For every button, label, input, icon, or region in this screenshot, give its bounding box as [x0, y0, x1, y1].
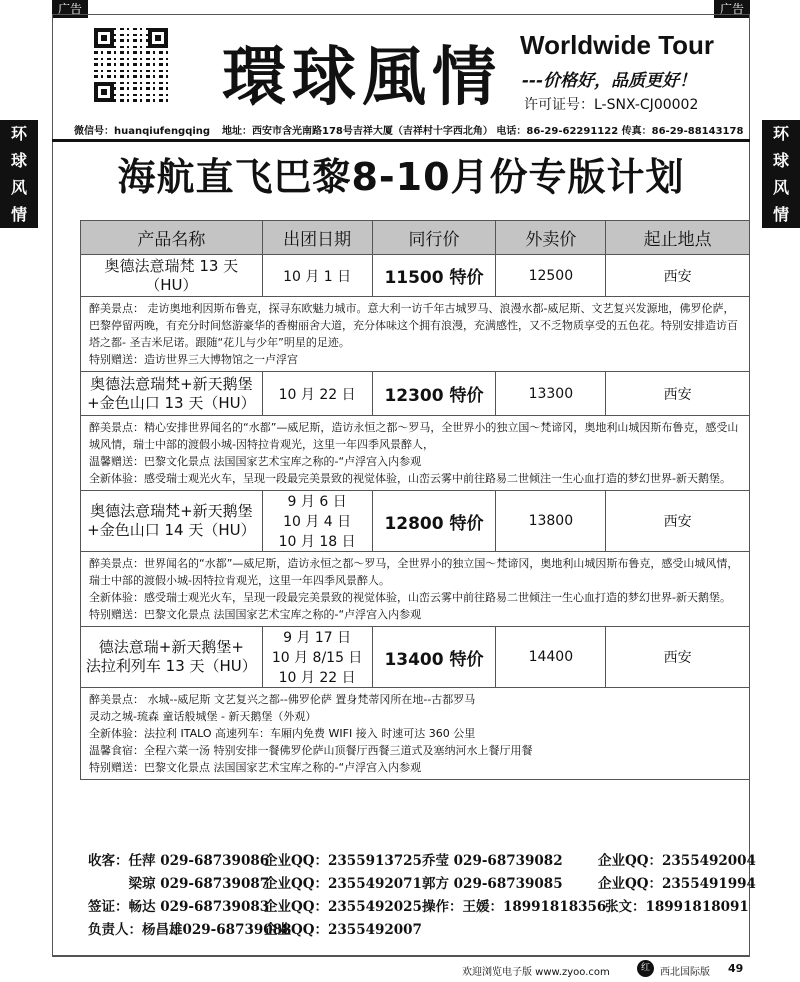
retail-price-text: 13300: [528, 385, 574, 402]
retail-price-text: 14400: [528, 649, 574, 665]
trade-price: [372, 255, 496, 297]
departure-dates-text: 10 月 22 日: [278, 386, 356, 403]
trade-price: [372, 372, 496, 416]
contact-entry: 乔莹 029-68739082: [421, 853, 563, 869]
header: [52, 14, 750, 142]
contact-entry: 企业QQ：2355492071: [264, 876, 422, 892]
detail-line: 温馨赠送：巴黎文化景点 法国国家艺术宝库之称的-“卢浮宫入内参观: [89, 455, 422, 468]
side-char: 情: [10, 205, 27, 224]
contact-entry: 收客：任萍 029-68739086: [88, 853, 270, 869]
product-details-row: [81, 416, 750, 491]
contact-row: [88, 873, 756, 896]
product-row: [81, 491, 750, 552]
product-name-text: 德法意瑞+新天鹅堡+ 法拉利列车 13 天（HU）: [85, 638, 257, 675]
side-char: 风: [772, 178, 789, 197]
edition-label: 西北国际版: [660, 967, 710, 978]
ad-label-left: 广告: [52, 0, 88, 18]
departure-dates: [262, 255, 372, 297]
route-location-text: 西安: [663, 386, 692, 403]
departure-dates: [262, 627, 372, 688]
product-name: [81, 372, 263, 416]
retail-price-text: 12500: [528, 267, 574, 284]
detail-line: 醉美景点： 走访奥地利因斯布鲁克，探寻东欧魅力城市。意大利一访千年古城罗马、浪漫水都-威尼斯、文艺复兴发源地，佛罗伦萨，巴黎停留两晚，有充分时间悠游豪华的香榭丽舍大道，充分体味这个拥有浪漫，充满感性，又不乏物质享受的五色花。特别安排造访百塔之都- 圣吉米尼诺。跟随“花儿与少年”明星的足迹。: [89, 302, 738, 349]
product-name-text: 奥德法意瑞梵+新天鹅堡 +金色山口 13 天（HU）: [87, 374, 256, 412]
route-location: [606, 372, 750, 416]
product-name: [81, 255, 263, 297]
side-char: 环: [10, 124, 27, 143]
retail-price: [496, 372, 606, 416]
side-banner-right: [762, 120, 800, 228]
side-char: 球: [772, 151, 789, 170]
product-details-row: [81, 688, 750, 780]
retail-price: [496, 491, 606, 552]
contact-entry: [424, 919, 602, 942]
product-details: [81, 416, 750, 491]
detail-line: 全新体验：感受瑞士观光火车，呈现一段最完美景致的视觉体验，山峦云雾中前往路易二世倾注一生心血打造的梦幻世界-新天鹅堡。: [89, 472, 731, 485]
side-banner-left: [0, 120, 38, 228]
trade-price-text: 13400 特价: [384, 649, 484, 670]
detail-line: 特别赠送：造访世界三大博物馆之一卢浮宫: [89, 353, 298, 366]
contact-row: [88, 919, 748, 942]
product-name: [81, 491, 263, 552]
col-header: 出团日期: [262, 221, 372, 255]
detail-line: 醉美景点： 水城--威尼斯 文艺复兴之都--佛罗伦萨 置身梵蒂冈所在地--古都罗马: [89, 693, 476, 706]
product-table: [80, 220, 750, 780]
route-location: [606, 255, 750, 297]
brand-english: Worldwide Tour: [520, 30, 715, 60]
contact-entry: 张文：18991818091: [604, 899, 749, 915]
departure-dates: [262, 491, 372, 552]
detail-line: 醉美景点：世界闻名的“水都”—威尼斯，造访永恒之都～罗马，全世界小的独立国～梵谛冈，奥地利山城因斯布鲁克，感受山城风情，瑞士中部的渡假小城-因特拉肯观光，这里一年四季风景醉人。: [89, 557, 739, 587]
product-details: [81, 552, 750, 627]
contact-entry: 企业QQ：2355913725: [264, 853, 422, 869]
trade-price-text: 11500 特价: [384, 268, 484, 288]
license-number: 许可证号：L-SNX-CJ00002: [524, 97, 699, 113]
slogan: ---价格好，品质更好！: [522, 71, 697, 91]
wechat-id: 微信号：huanqiufengqing: [74, 126, 211, 137]
contact-entry: 操作：王媛：18991818356: [421, 899, 607, 915]
route-location: [606, 627, 750, 688]
contacts-block: [88, 850, 756, 942]
red-circle-icon: 红: [637, 960, 654, 977]
side-char: 球: [10, 151, 27, 170]
detail-line: 全新体验：法拉利 ITALO 高速列车：车厢内免费 WIFI 接入 时速可达 360 公里: [89, 727, 476, 740]
retail-price-text: 13800: [528, 513, 574, 529]
product-row: [81, 627, 750, 688]
contact-entry: [602, 919, 748, 942]
trade-price: [372, 627, 496, 688]
departure-dates-text: 9 月 6 日 10 月 4 日 10 月 18 日: [278, 494, 356, 550]
contact-address: 地址：西安市含光南路178号吉祥大厦（吉祥村十字西北角） 电话：86-29-62291122 传真：86-29-88143178: [222, 126, 744, 137]
trade-price-text: 12800 特价: [384, 513, 484, 534]
departure-dates: [262, 372, 372, 416]
product-details: [81, 297, 750, 372]
detail-line: 特别赠送：巴黎文化景点 法国国家艺术宝库之称的-“卢浮宫入内参观: [89, 608, 422, 621]
route-location: [606, 491, 750, 552]
product-name-text: 奥德法意瑞梵+新天鹅堡 +金色山口 14 天（HU）: [87, 502, 256, 539]
contact-entry: 企业QQ：2355492007: [264, 922, 422, 938]
route-location-text: 西安: [663, 268, 692, 285]
qr-code-icon[interactable]: [94, 28, 168, 102]
col-header: 外卖价: [496, 221, 606, 255]
trade-price-text: 12300 特价: [384, 386, 484, 406]
trade-price: [372, 491, 496, 552]
contact-entry: 企业QQ：2355491994: [598, 876, 756, 892]
route-location-text: 西安: [663, 514, 692, 530]
contact-entry: 郭方 029-68739085: [421, 876, 563, 892]
detail-line: 灵动之城-琉森 童话般城堡 - 新天鹅堡（外观）: [89, 710, 317, 723]
brand-logo: 環球風情: [222, 40, 502, 115]
product-name-text: 奥德法意瑞梵 13 天 （HU）: [104, 256, 239, 294]
route-location-text: 西安: [663, 650, 692, 666]
product-row: [81, 255, 750, 297]
retail-price: [496, 255, 606, 297]
side-char: 风: [10, 178, 27, 197]
detail-line: 全新体验：感受瑞士观光火车，呈现一段最完美景致的视觉体验，山峦云雾中前往路易二世倾注一生心血打造的梦幻世界-新天鹅堡。: [89, 591, 731, 604]
contact-entry: 签证：畅达 029-68739083: [88, 899, 270, 915]
product-name: [81, 627, 263, 688]
contact-entry: 负责人：杨昌雄029-68739088: [88, 922, 292, 938]
product-details: [81, 688, 750, 780]
contact-entry: 企业QQ：2355492025: [264, 899, 422, 915]
contact-row: [88, 850, 756, 873]
col-header: 起止地点: [606, 221, 750, 255]
table-header-row: [81, 221, 750, 255]
page-number: 49: [728, 962, 744, 975]
contact-entry: 企业QQ：2355492004: [598, 853, 756, 869]
product-row: [81, 372, 750, 416]
detail-line: 醉美景点：精心安排世界闻名的“水都”—威尼斯，造访永恒之都～罗马，全世界小的独立国～梵谛冈，奥地利山城因斯布鲁克，感受山城风情，瑞士中部的渡假小城-因特拉肯观光，这里一年四季风景醉人，: [89, 421, 739, 451]
product-details-row: [81, 297, 750, 372]
detail-line: 特别赠送：巴黎文化景点 法国国家艺术宝库之称的-“卢浮宫入内参观: [89, 761, 422, 774]
col-header: 同行价: [372, 221, 496, 255]
product-details-row: [81, 552, 750, 627]
side-char: 情: [772, 205, 789, 224]
ad-label-right: 广告: [714, 0, 750, 18]
side-char: 环: [772, 124, 789, 143]
footer: [52, 956, 750, 980]
detail-line: 温馨食宿：全程六菜一汤 特别安排一餐佛罗伦萨山顶餐厅西餐三道式及塞纳河水上餐厅用餐: [89, 744, 533, 757]
footer-text: 欢迎浏览电子版 www.zyoo.com: [462, 967, 610, 978]
retail-price: [496, 627, 606, 688]
contact-row: [88, 896, 748, 919]
contact-entry: 梁琼 029-68739087: [88, 876, 270, 892]
col-header: 产品名称: [81, 221, 263, 255]
departure-dates-text: 10 月 1 日: [283, 268, 352, 285]
departure-dates-text: 9 月 17 日 10 月 8/15 日 10 月 22 日: [271, 630, 363, 686]
page-title: 海航直飞巴黎8-10月份专版计划: [117, 155, 685, 199]
